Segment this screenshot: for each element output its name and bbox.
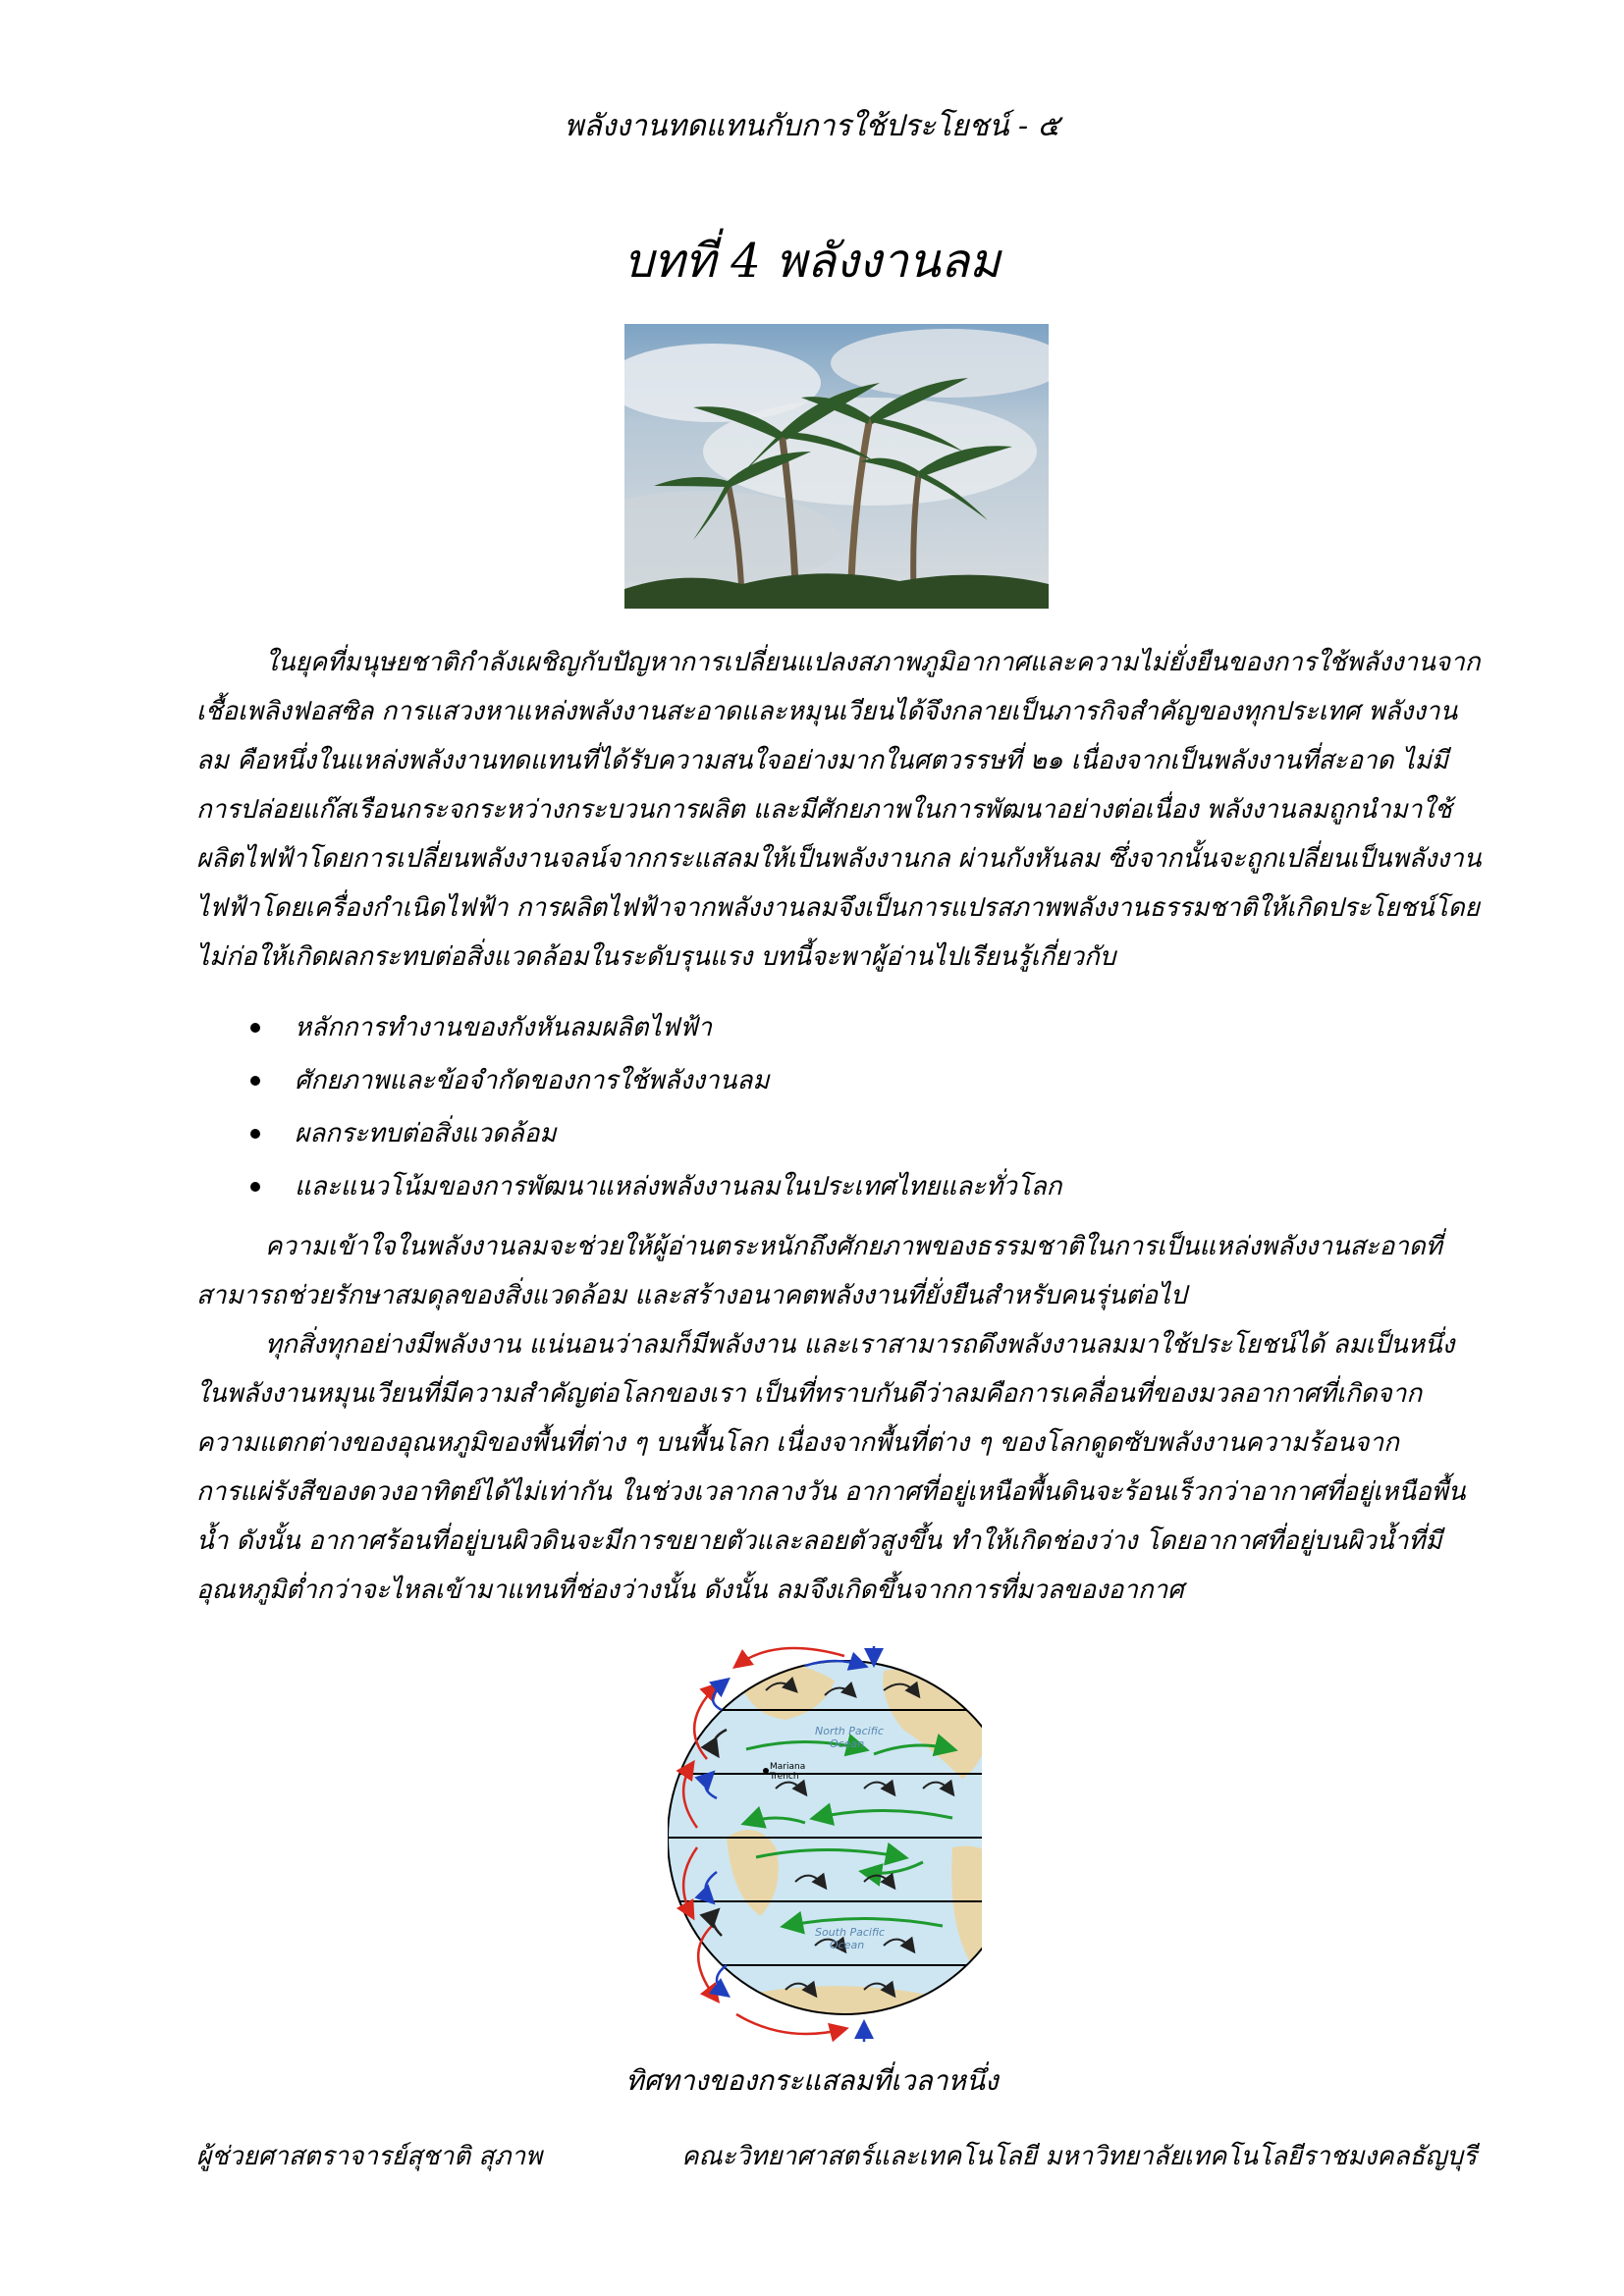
understanding-paragraph: ความเข้าใจในพลังงานลมจะช่วยให้ผู้อ่านตระหนักถึงศักยภาพของธรรมชาติในการเป็นแหล่งพลังงานสะอาดที่สามารถช่วยรักษาสมดุลของสิ่งแวดล้อม และสร้างอนาคตพลังงานที่ยั่งยืนสำหรับคนรุ่นต่อไป bbox=[196, 1232, 1442, 1310]
label-south-pacific: South Pacific bbox=[815, 1926, 886, 1939]
bullet-dot bbox=[250, 1076, 260, 1086]
bullet-item bbox=[196, 1001, 1483, 1054]
bullet-dot bbox=[250, 1182, 260, 1192]
bullet-text: ศักยภาพและข้อจำกัดของการใช้พลังงานลม bbox=[295, 1066, 770, 1095]
bullet-item bbox=[196, 1054, 1483, 1107]
figure-caption: ทิศทางของกระแสลมที่เวลาหนึ่ง bbox=[625, 2064, 999, 2097]
intro-paragraph: ในยุคที่มนุษยชาติกำลังเผชิญกับปัญหาการเปลี่ยนแปลงสภาพภูมิอากาศและความไม่ยั่งยืนของการใช้พลังงานจากเชื้อเพลิงฟอสซิล การแสวงหาแหล่งพลังงานสะอาดและหมุนเวียนได้จึงกลายเป็นภารกิจสำคัญของทุกประเทศ พลังงานลม คือหนึ่งในแหล่งพลังงานทดแทนที่ได้รับความสนใจอย่างมากในศตวรรษที่ ๒๑ เนื่องจากเป็นพลังงานที่สะอาด ไม่มีการปล่อยแก๊สเรือนกระจกระหว่างกระบวนการผลิต และมีศักยภาพในการพัฒนาอย่างต่อเนื่อง พลังงานลมถูกนำมาใช้ผลิตไฟฟ้าโดยการเปลี่ยนพลังงานจลน์จากกระแสลมให้เป็นพลังงานกล ผ่านกังหันลม ซึ่งจากนั้นจะถูกเปลี่ยนเป็นพลังงานไฟฟ้าโดยเครื่องกำเนิดไฟฟ้า การผลิตไฟฟ้าจากพลังงานลมจึงเป็นการแปรสภาพพลังงานธรรมชาติให้เกิดประโยชน์โดยไม่ก่อให้เกิดผลกระทบต่อสิ่งแวดล้อมในระดับรุนแรง บทนี้จะพาผู้อ่านไปเรียนรู้เกี่ยวกับ bbox=[196, 648, 1482, 972]
bullet-text: หลักการทำงานของกังหันลมผลิตไฟฟ้า bbox=[295, 1013, 712, 1042]
bullet-item bbox=[196, 1107, 1483, 1160]
running-header: พลังงานทดแทนกับการใช้ประโยชน์ - ๕ bbox=[564, 109, 1060, 143]
bullet-item bbox=[196, 1160, 1483, 1213]
topic-bullet-list bbox=[196, 1001, 1483, 1213]
wind-circulation-figure bbox=[668, 1641, 982, 2044]
label-ocean-south: Ocean bbox=[830, 1939, 865, 1951]
footer-author: ผู้ช่วยศาสตราจารย์สุชาติ สุภาพ bbox=[196, 2142, 543, 2171]
chapter-title: บทที่ 4 พลังงานลม bbox=[623, 234, 1001, 289]
bullet-text: ผลกระทบต่อสิ่งแวดล้อม bbox=[295, 1119, 557, 1148]
label-trench: Trench bbox=[770, 1772, 799, 1782]
label-mariana: Mariana bbox=[770, 1762, 806, 1772]
bullet-text: และแนวโน้มของการพัฒนาแหล่งพลังงานลมในประเทศไทยและทั่วโลก bbox=[295, 1172, 1062, 1201]
bullet-dot bbox=[250, 1129, 260, 1139]
footer-institution: คณะวิทยาศาสตร์และเทคโนโลยี มหาวิทยาลัยเทคโนโลยีราชมงคลธัญบุรี bbox=[681, 2142, 1477, 2171]
label-north-pacific: North Pacific bbox=[815, 1725, 884, 1737]
label-ocean-north: Ocean bbox=[830, 1737, 865, 1750]
wind-origin-paragraph: ทุกสิ่งทุกอย่างมีพลังงาน แน่นอนว่าลมก็มีพลังงาน และเราสามารถดึงพลังงานลมมาใช้ประโยชน์ได้ ลมเป็นหนึ่งในพลังงานหมุนเวียนที่มีความสำคัญต่อโลกของเรา เป็นที่ทราบกันดีว่าลมคือการเคลื่อนที่ของมวลอากาศที่เกิดจากความแตกต่างของอุณหภูมิของพื้นที่ต่าง ๆ บนพื้นโลก เนื่องจากพื้นที่ต่าง ๆ ของโลกดูดซับพลังงานความร้อนจากการแผ่รังสีของดวงอาทิตย์ได้ไม่เท่ากัน ในช่วงเวลากลางวัน อากาศที่อยู่เหนือพื้นดินจะร้อนเร็วกว่าอากาศที่อยู่เหนือพื้นน้ำ ดังนั้น อากาศร้อนที่อยู่บนผิวดินจะมีการขยายตัวและลอยตัวสูงขึ้น ทำให้เกิดช่องว่าง โดยอากาศที่อยู่บนผิวน้ำที่มีอุณหภูมิต่ำกว่าจะไหลเข้ามาแทนที่ช่องว่างนั้น ดังนั้น ลมจึงเกิดขึ้นจากการที่มวลของอากาศ bbox=[196, 1330, 1466, 1605]
bullet-dot bbox=[250, 1023, 260, 1033]
palm-trees-photo bbox=[624, 324, 1049, 609]
